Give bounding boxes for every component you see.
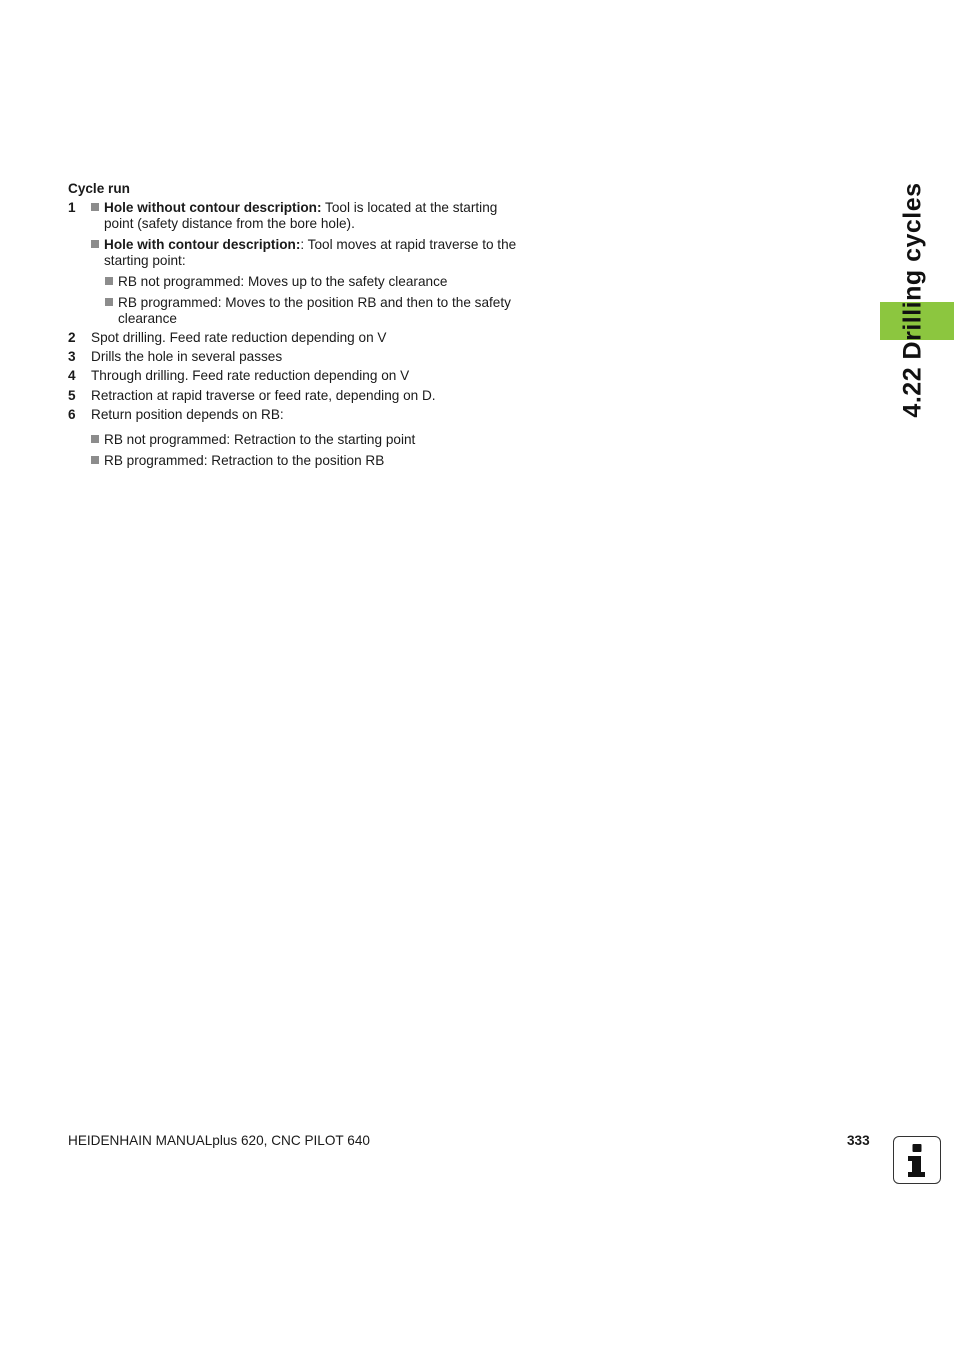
side-title-text: 4.22 Drilling cycles <box>898 182 927 418</box>
section-side-title <box>878 180 948 420</box>
square-bullet-icon <box>91 203 99 211</box>
page-number: 333 <box>847 1133 870 1148</box>
bullet-item <box>68 237 518 269</box>
step-text: Through drilling. Feed rate reduction depending on V <box>91 368 410 383</box>
step-number: 6 <box>68 407 76 422</box>
bullet-text: : Tool moves at rapid traverse to the starting point: <box>104 237 517 268</box>
bullet-bold-label: Hole without contour description: <box>104 200 322 215</box>
step-text: Spot drilling. Feed rate reduction depending on V <box>91 330 387 345</box>
cycle-run-section <box>68 181 518 469</box>
sub-bullet-item <box>68 274 518 290</box>
step-1-sub-2 <box>68 295 518 327</box>
step-number: 5 <box>68 388 76 403</box>
bullet-text: RB programmed: Retraction to the position RB <box>104 453 385 468</box>
bullet-text: RB not programmed: Retraction to the starting point <box>104 432 416 447</box>
step-5 <box>68 388 518 404</box>
step-text: Return position depends on RB: <box>91 407 284 422</box>
step-number: 2 <box>68 330 76 345</box>
step-number: 1 <box>68 200 76 215</box>
bullet-item <box>68 200 518 232</box>
bullet-item <box>68 432 518 448</box>
step-number: 3 <box>68 349 76 364</box>
square-bullet-icon <box>105 277 113 285</box>
sub-bullet-text: RB programmed: Moves to the position RB and then to the safety clearance <box>118 295 511 326</box>
step-1 <box>68 200 518 232</box>
step-1-sub-1 <box>68 274 518 290</box>
footer-manual-title: HEIDENHAIN MANUALplus 620, CNC PILOT 640 <box>68 1133 370 1148</box>
step-4 <box>68 368 518 384</box>
step-text: Retraction at rapid traverse or feed rate, depending on D. <box>91 388 436 403</box>
step-2 <box>68 330 518 346</box>
step-6-sub-1 <box>68 432 518 448</box>
sub-bullet-text: RB not programmed: Moves up to the safety clearance <box>118 274 448 289</box>
square-bullet-icon <box>91 435 99 443</box>
step-6-sub-2 <box>68 453 518 469</box>
bullet-item <box>68 453 518 469</box>
step-3 <box>68 349 518 365</box>
sub-bullet-item <box>68 295 518 327</box>
info-icon <box>893 1136 941 1184</box>
bullet-text: Tool is located at the starting point (safety distance from the bore hole). <box>104 200 498 231</box>
bullet-bold-label: Hole with contour description: <box>104 237 301 252</box>
section-heading: Cycle run <box>68 181 130 196</box>
square-bullet-icon <box>91 456 99 464</box>
step-text: Drills the hole in several passes <box>91 349 283 364</box>
square-bullet-icon <box>105 298 113 306</box>
step-6 <box>68 407 518 423</box>
info-i-glyph <box>894 1137 939 1182</box>
step-number: 4 <box>68 368 76 383</box>
step-1-bullet-b <box>68 237 518 269</box>
square-bullet-icon <box>91 240 99 248</box>
